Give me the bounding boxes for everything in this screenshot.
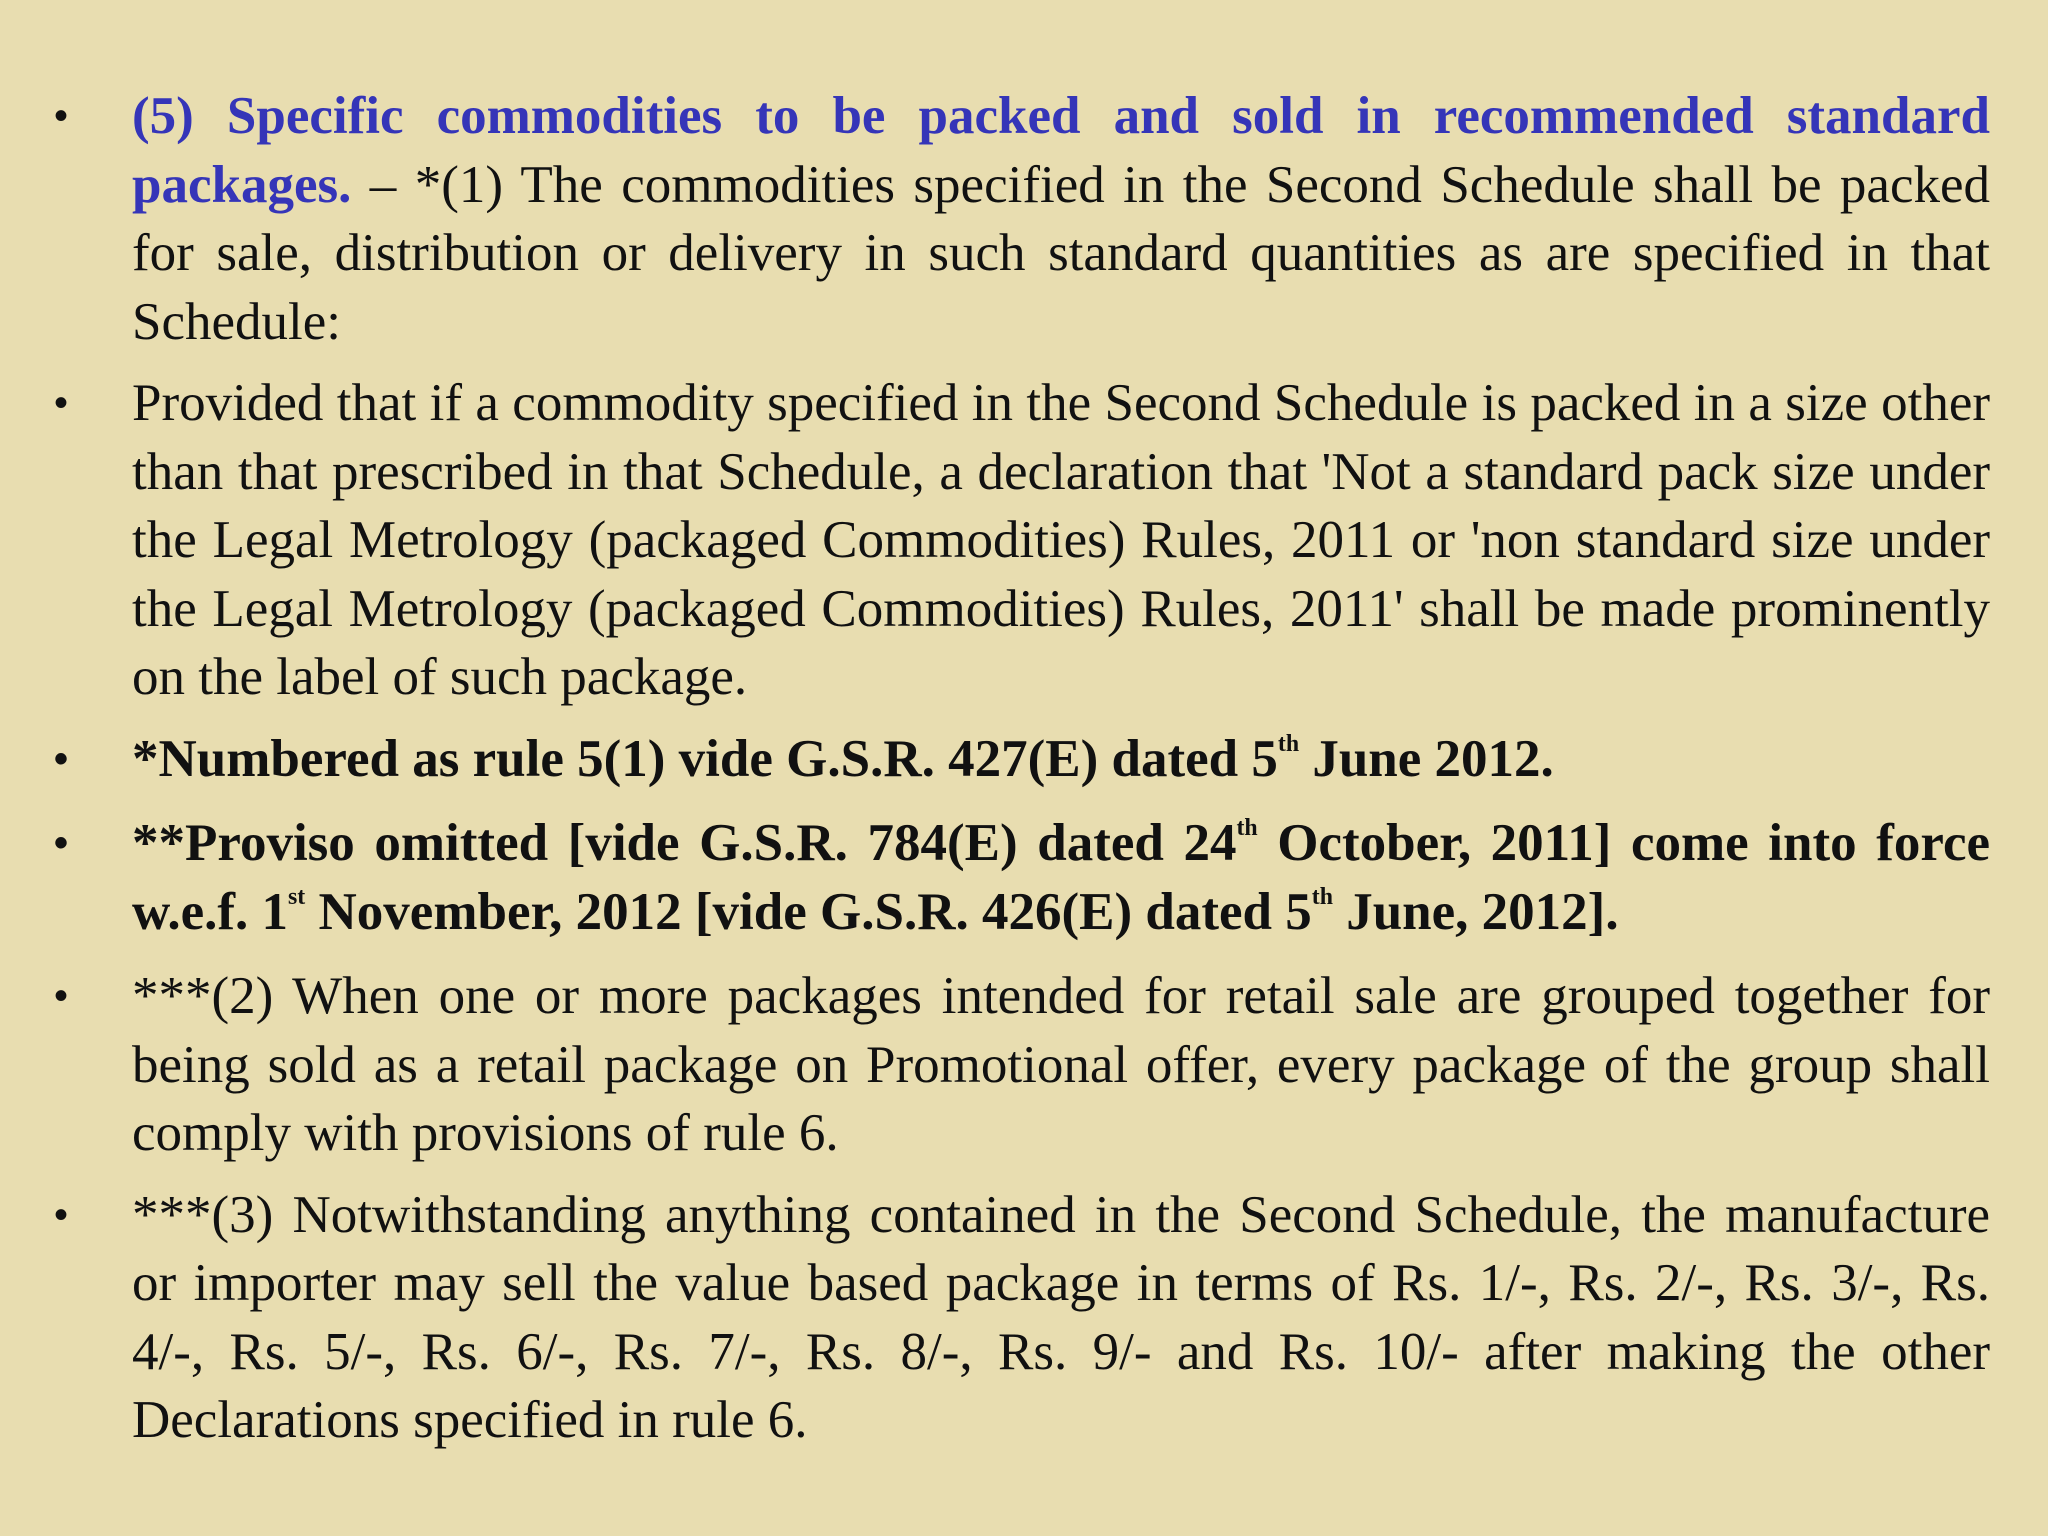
- bullet-item-rule-5-1: [54, 82, 1990, 356]
- bullet-marker: •: [54, 821, 69, 865]
- ordinal-suffix: st: [288, 883, 306, 910]
- note-text-part1: *Numbered as rule 5(1) vide G.S.R. 427(E) dated 5: [132, 729, 1278, 788]
- bullet-item-rule-5-3: [54, 1181, 1990, 1455]
- bullet-marker: •: [54, 381, 69, 425]
- rule-heading: (5) Specific commodities to be packed and sold in recommended standard packages.: [132, 87, 1990, 214]
- proviso-text: Provided that if a commodity specified in the Second Schedule is packed in a size other than that prescribed in that Schedule, a declaration that 'Not a standard pack size under the Legal Metrology (packaged Commodities) Rules, 2011 or 'non standard size under the Legal Metrology (packaged Commodities) Rules, 2011' shall be made prominently on the label of such package.: [132, 374, 1990, 706]
- bullet-list: [54, 82, 1990, 1455]
- bullet-marker: •: [54, 974, 69, 1018]
- ordinal-suffix: th: [1311, 883, 1333, 910]
- note-text-part2: October, 2011] come into force w.e.f. 1: [132, 814, 1991, 941]
- rule-text: ***(3) Notwithstanding anything contained in the Second Schedule, the manufacture or importer may sell the value based package in terms of Rs. 1/-, Rs. 2/-, Rs. 3/-, Rs. 4/-, Rs. 5/-, Rs. 6/-, Rs. 7/-, Rs. 8/-, Rs. 9/- and Rs. 10/- after making the other Declarations specified in rule 6.: [132, 1185, 1990, 1449]
- ordinal-suffix: th: [1236, 814, 1258, 841]
- note-text-part2: June 2012.: [1299, 729, 1554, 788]
- bullet-item-proviso: [54, 369, 1990, 712]
- bullet-item-numbering-note: [54, 725, 1990, 794]
- bullet-marker: •: [54, 94, 69, 138]
- rule-text: – *(1) The commodities specified in the Second Schedule shall be packed for sale, distribution or delivery in such standard quantities as are specified in that Schedule:: [132, 155, 1990, 351]
- note-text-part1: **Proviso omitted [vide G.S.R. 784(E) dated 24: [132, 814, 1237, 872]
- bullet-item-omission-note: [54, 809, 1990, 946]
- rule-text: ***(2) When one or more packages intended for retail sale are grouped together for being sold as a retail package on Promotional offer, every package of the group shall comply with provisions of rule 6.: [132, 967, 1990, 1162]
- note-text-part4: June, 2012].: [1332, 882, 1619, 941]
- note-text-part3: November, 2012 [vide G.S.R. 426(E) dated 5: [305, 882, 1312, 941]
- bullet-marker: •: [54, 1192, 69, 1237]
- ordinal-suffix: th: [1277, 730, 1300, 757]
- bullet-marker: •: [54, 736, 69, 781]
- bullet-item-rule-5-2: [54, 962, 1990, 1168]
